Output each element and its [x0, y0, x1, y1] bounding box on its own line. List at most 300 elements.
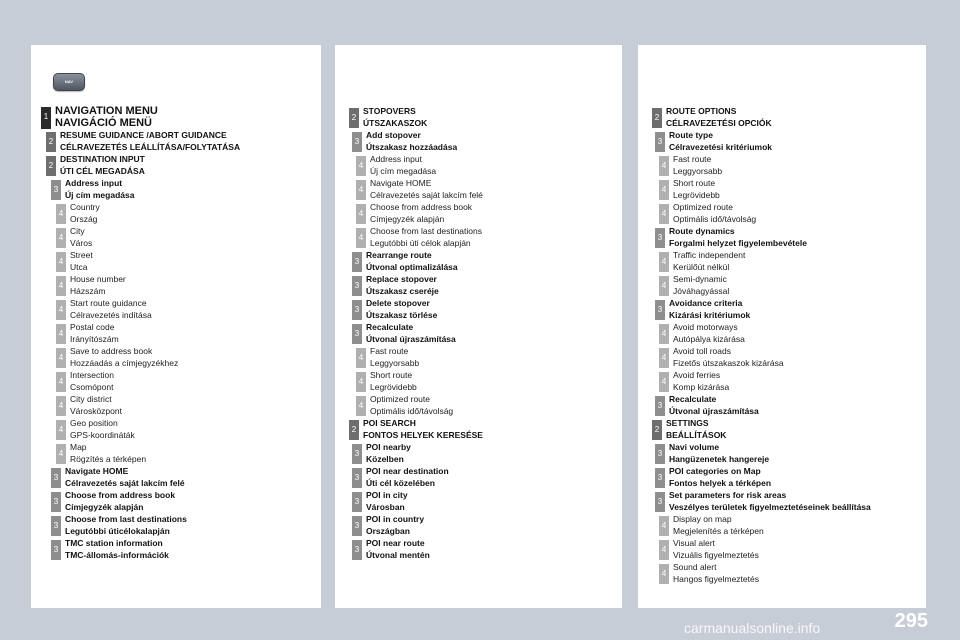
menu-entry-level-3	[352, 273, 622, 297]
menu-column-2	[335, 45, 622, 608]
level-badge: 3	[352, 468, 362, 488]
menu-entry-level-4	[56, 249, 321, 273]
entry-label-en: Avoid motorways	[673, 322, 738, 332]
menu-entry-level-3	[352, 129, 622, 153]
entry-text	[362, 321, 456, 345]
level-badge: 2	[349, 108, 359, 128]
entry-text	[66, 201, 100, 225]
menu-entry-level-4	[56, 321, 321, 345]
menu-entry-level-3	[655, 297, 926, 321]
menu-entry-level-4	[356, 153, 622, 177]
menu-entry-level-3	[51, 177, 321, 201]
level-badge: 4	[56, 348, 66, 368]
entry-label-en: Recalculate	[366, 322, 414, 332]
entry-label-en: Navigate HOME	[65, 466, 129, 476]
entry-text	[662, 105, 772, 129]
entry-label-en: Avoid ferries	[673, 370, 721, 380]
entry-label-en: POI nearby	[366, 442, 411, 452]
entry-label-hu: Hangos figyelmeztetés	[673, 574, 759, 584]
menu-entry-level-4	[56, 201, 321, 225]
entry-text	[362, 441, 411, 465]
entry-text	[669, 513, 764, 537]
menu-entry-level-3	[352, 321, 622, 345]
entry-label-hu: Jóváhagyással	[673, 286, 730, 296]
entry-label-en: Traffic independent	[673, 250, 746, 260]
entry-label-en: POI categories on Map	[669, 466, 761, 476]
entry-label-hu: Városközpont	[70, 406, 122, 416]
entry-label-hu: Közelben	[366, 454, 404, 464]
entry-label-en: Fast route	[370, 346, 409, 356]
nav-button-icon	[53, 73, 85, 91]
entry-label-hu: Útszakasz törlése	[366, 310, 438, 320]
level-badge: 4	[356, 372, 366, 392]
entry-label-en: Street	[70, 250, 93, 260]
entry-label-hu: Fizetős útszakaszok kizárása	[673, 358, 784, 368]
entry-label-hu: Optimális idő/távolság	[673, 214, 757, 224]
menu-entry-level-4	[56, 297, 321, 321]
entry-label-en: Display on map	[673, 514, 732, 524]
entry-label-hu: Városban	[366, 502, 405, 512]
entry-text	[61, 513, 187, 537]
level-badge: 4	[659, 324, 669, 344]
level-badge: 4	[659, 252, 669, 272]
level-badge: 4	[56, 324, 66, 344]
entry-label-hu: Útszakasz cseréje	[366, 286, 439, 296]
entry-label-en: Choose from last destinations	[370, 226, 482, 236]
menu-entry-level-4	[356, 345, 622, 369]
entry-text	[359, 417, 483, 441]
entry-text	[665, 489, 871, 513]
entry-label-hu: Hozzáadás a címjegyzékhez	[70, 358, 179, 368]
entry-text	[66, 345, 178, 369]
entry-text	[61, 177, 134, 201]
entry-label-hu: ÚTSZAKASZOK	[363, 118, 428, 128]
entry-label-en: Avoidance criteria	[669, 298, 743, 308]
entry-label-hu: FONTOS HELYEK KERESÉSE	[363, 430, 483, 440]
entry-label-en: Fast route	[673, 154, 712, 164]
level-badge: 3	[352, 492, 362, 512]
menu-entry-level-4	[356, 225, 622, 249]
menu-entry-level-4	[356, 393, 622, 417]
entry-label-hu: Célravezetés saját lakcím felé	[65, 478, 185, 488]
level-badge: 3	[655, 444, 665, 464]
entry-label-hu: ÚTI CÉL MEGADÁSA	[60, 166, 145, 176]
entry-label-en: Map	[70, 442, 87, 452]
entry-text	[366, 369, 417, 393]
level-badge: 3	[51, 468, 61, 488]
level-badge: 3	[51, 492, 61, 512]
level-badge: 3	[352, 276, 362, 296]
menu-entry-level-4	[56, 273, 321, 297]
entry-text	[669, 537, 759, 561]
entry-label-hu: Országban	[366, 526, 410, 536]
level-badge: 1	[41, 107, 51, 129]
entry-text	[665, 465, 771, 489]
entry-label-en: City	[70, 226, 85, 236]
level-badge: 3	[352, 300, 362, 320]
entry-label-hu: Címjegyzék alapján	[370, 214, 445, 224]
entry-text	[362, 513, 424, 537]
menu-entry-level-4	[659, 177, 926, 201]
entry-label-en: POI SEARCH	[363, 418, 416, 428]
level-badge: 4	[56, 276, 66, 296]
menu-entry-level-3	[51, 537, 321, 561]
entry-label-hu: Csomópont	[70, 382, 114, 392]
entry-label-en: ROUTE OPTIONS	[666, 106, 737, 116]
entry-text	[66, 273, 126, 297]
entry-label-en: Navigate HOME	[370, 178, 432, 188]
entry-text	[662, 417, 726, 441]
entry-label-en: Choose from address book	[370, 202, 473, 212]
entry-label-en: POI near route	[366, 538, 425, 548]
entry-label-en: Visual alert	[673, 538, 715, 548]
entry-label-hu: CÉLRAVEZETÉS LEÁLLÍTÁSA/FOLYTATÁSA	[60, 142, 241, 152]
entry-text	[366, 393, 453, 417]
entry-text	[669, 321, 745, 345]
entry-label-hu: BEÁLLÍTÁSOK	[666, 430, 727, 440]
entry-label-hu: Optimális idő/távolság	[370, 406, 454, 416]
entry-label-en: Optimized route	[370, 394, 430, 404]
menu-entry-level-2	[46, 153, 321, 177]
entry-text	[66, 297, 152, 321]
entry-label-en: Navi volume	[669, 442, 720, 452]
level-badge: 3	[655, 228, 665, 248]
level-badge: 4	[659, 372, 669, 392]
entry-text	[366, 345, 419, 369]
menu-entry-level-3	[655, 129, 926, 153]
menu-entry-level-4	[56, 369, 321, 393]
entry-label-hu: Vizuális figyelmeztetés	[673, 550, 759, 560]
entry-text	[665, 393, 759, 417]
menu-entry-level-4	[56, 225, 321, 249]
level-badge: 4	[659, 276, 669, 296]
menu-entry-level-3	[655, 393, 926, 417]
entry-label-en: Delete stopover	[366, 298, 430, 308]
entry-label-en: Choose from last destinations	[65, 514, 187, 524]
menu-entry-level-3	[352, 513, 622, 537]
entry-label-hu: Veszélyes területek figyelmeztetéseinek beállítása	[669, 502, 871, 512]
entry-text	[362, 129, 457, 153]
menu-entry-level-4	[56, 393, 321, 417]
entry-text	[665, 225, 807, 249]
entry-label-hu: Célravezetés saját lakcím felé	[370, 190, 483, 200]
entry-label-hu: Forgalmi helyzet figyelembevétele	[669, 238, 807, 248]
menu-entry-level-1	[41, 105, 321, 129]
menu-entry-level-4	[659, 561, 926, 585]
entry-text	[665, 441, 769, 465]
entry-label-hu: Célravezetés indítása	[70, 310, 152, 320]
entry-label-en: POI near destination	[366, 466, 449, 476]
entry-text	[362, 297, 437, 321]
menu-entry-level-3	[655, 225, 926, 249]
entry-label-hu: Rögzítés a térképen	[70, 454, 147, 464]
menu-entry-level-4	[356, 369, 622, 393]
menu-entry-level-3	[352, 537, 622, 561]
entry-text	[669, 561, 759, 585]
entry-label-hu: Legutóbbi úti célok alapján	[370, 238, 471, 248]
entry-label-hu: Útvonal újraszámítása	[669, 406, 759, 416]
entry-text	[61, 489, 175, 513]
entry-label-en: Short route	[673, 178, 716, 188]
level-badge: 3	[655, 132, 665, 152]
entry-label-en: Geo position	[70, 418, 118, 428]
entry-text	[362, 249, 458, 273]
menu-entry-level-4	[659, 345, 926, 369]
menu-entry-level-2	[349, 105, 622, 129]
menu-entry-level-4	[56, 417, 321, 441]
level-badge: 4	[56, 252, 66, 272]
entry-text	[669, 273, 729, 297]
entry-label-hu: Utca	[70, 262, 88, 272]
entry-label-en: DESTINATION INPUT	[60, 154, 145, 164]
menu-entry-level-4	[659, 537, 926, 561]
level-badge: 3	[51, 180, 61, 200]
entry-text	[669, 345, 784, 369]
entry-label-hu: Útvonal mentén	[366, 550, 430, 560]
menu-entry-level-4	[659, 273, 926, 297]
menu-entry-level-3	[352, 489, 622, 513]
entry-text	[362, 537, 430, 561]
entry-label-hu: Kerülőút nélkül	[673, 262, 730, 272]
entry-label-hu: CÉLRAVEZETÉSI OPCIÓK	[666, 118, 772, 128]
menu-entry-level-3	[352, 465, 622, 489]
entry-label-hu: Házszám	[70, 286, 106, 296]
level-badge: 3	[352, 516, 362, 536]
nav-icon-label: NAV	[64, 79, 74, 84]
level-badge: 3	[655, 468, 665, 488]
entry-label-en: Short route	[370, 370, 413, 380]
entry-text	[669, 369, 729, 393]
level-badge: 3	[352, 540, 362, 560]
level-badge: 3	[51, 540, 61, 560]
entry-label-hu: Leggyorsabb	[370, 358, 420, 368]
page-number: 295	[894, 610, 928, 632]
level-badge: 3	[655, 492, 665, 512]
level-badge: 2	[349, 420, 359, 440]
level-badge: 4	[659, 204, 669, 224]
entry-label-en: POI in country	[366, 514, 425, 524]
entry-label-hu: GPS-koordináták	[70, 430, 135, 440]
entry-label-hu: Irányítószám	[70, 334, 119, 344]
menu-entry-level-4	[659, 153, 926, 177]
menu-entry-level-3	[655, 465, 926, 489]
menu-entry-level-3	[51, 465, 321, 489]
entry-text	[359, 105, 427, 129]
menu-entry-level-2	[349, 417, 622, 441]
entry-text	[56, 153, 145, 177]
entry-text	[669, 153, 722, 177]
entry-text	[669, 201, 756, 225]
entry-label-hu: Legrövidebb	[673, 190, 720, 200]
level-badge: 4	[659, 564, 669, 584]
entry-label-en: Avoid toll roads	[673, 346, 731, 356]
entry-label-hu: Úti cél közelében	[366, 478, 435, 488]
entry-text	[665, 129, 772, 153]
level-badge: 4	[356, 396, 366, 416]
entry-label-hu: Fontos helyek a térképen	[669, 478, 772, 488]
entry-label-en: STOPOVERS	[363, 106, 416, 116]
entry-text	[61, 537, 169, 561]
entry-label-hu: Leggyorsabb	[673, 166, 723, 176]
menu-entry-level-2	[652, 105, 926, 129]
entry-text	[66, 417, 135, 441]
entry-label-en: Choose from address book	[65, 490, 176, 500]
level-badge: 3	[352, 132, 362, 152]
entry-text	[669, 177, 720, 201]
entry-label-hu: Hangüzenetek hangereje	[669, 454, 770, 464]
entry-label-hu: Komp kizárása	[673, 382, 730, 392]
entry-label-en: TMC station information	[65, 538, 163, 548]
menu-entry-level-4	[659, 513, 926, 537]
level-badge: 2	[652, 108, 662, 128]
entry-label-hu: Útvonal optimalizálása	[366, 262, 458, 272]
level-badge: 4	[356, 180, 366, 200]
level-badge: 3	[655, 300, 665, 320]
entry-text	[66, 441, 146, 465]
level-badge: 4	[56, 372, 66, 392]
menu-entry-level-4	[56, 441, 321, 465]
menu-entry-level-3	[655, 489, 926, 513]
menu-entry-level-4	[659, 201, 926, 225]
entry-text	[56, 129, 240, 153]
entry-text	[366, 225, 482, 249]
entry-label-en: House number	[70, 274, 126, 284]
entry-label-en: Start route guidance	[70, 298, 147, 308]
level-badge: 4	[659, 516, 669, 536]
menu-entry-level-3	[51, 489, 321, 513]
entry-label-en: City district	[70, 394, 112, 404]
level-badge: 4	[659, 156, 669, 176]
entry-text	[66, 225, 92, 249]
entry-label-hu: Város	[70, 238, 93, 248]
level-badge: 4	[356, 228, 366, 248]
level-badge: 4	[356, 204, 366, 224]
level-badge: 3	[51, 516, 61, 536]
entry-label-hu: Megjelenítés a térképen	[673, 526, 764, 536]
entry-label-hu: Legutóbbi úticélokalapján	[65, 526, 170, 536]
entry-label-hu: TMC-állomás-információk	[65, 550, 169, 560]
menu-entry-level-3	[352, 249, 622, 273]
menu-column-3	[638, 45, 926, 608]
entry-text	[366, 201, 472, 225]
entry-label-en: Semi-dynamic	[673, 274, 727, 284]
entry-text	[366, 177, 483, 201]
menu-entry-level-3	[352, 297, 622, 321]
menu-column-1	[31, 45, 321, 608]
entry-text	[51, 105, 158, 129]
entry-label-en: Save to address book	[70, 346, 153, 356]
entry-text	[665, 297, 750, 321]
level-badge: 4	[56, 420, 66, 440]
entry-label-en: POI in city	[366, 490, 408, 500]
menu-entry-level-4	[659, 369, 926, 393]
entry-text	[61, 465, 185, 489]
menu-entry-level-4	[356, 201, 622, 225]
entry-label-hu: Címjegyzék alapján	[65, 502, 144, 512]
entry-label-hu: Ország	[70, 214, 98, 224]
entry-label-en: Route dynamics	[669, 226, 735, 236]
menu-list	[31, 105, 321, 561]
entry-label-en: Route type	[669, 130, 713, 140]
entry-label-en: Intersection	[70, 370, 114, 380]
entry-label-hu: Útszakasz hozzáadása	[366, 142, 458, 152]
level-badge: 4	[56, 228, 66, 248]
level-badge: 4	[356, 348, 366, 368]
entry-label-en: Country	[70, 202, 100, 212]
menu-entry-level-4	[356, 177, 622, 201]
entry-label-hu: Kizárási kritériumok	[669, 310, 751, 320]
menu-entry-level-2	[46, 129, 321, 153]
level-badge: 4	[659, 180, 669, 200]
entry-label-en: Set parameters for risk areas	[669, 490, 787, 500]
level-badge: 3	[352, 444, 362, 464]
entry-text	[366, 153, 436, 177]
level-badge: 4	[56, 396, 66, 416]
menu-entry-level-2	[652, 417, 926, 441]
entry-text	[66, 369, 114, 393]
menu-list	[638, 105, 926, 585]
menu-entry-level-3	[352, 441, 622, 465]
entry-label-en: Sound alert	[673, 562, 717, 572]
level-badge: 3	[655, 396, 665, 416]
level-badge: 4	[56, 444, 66, 464]
menu-entry-level-4	[56, 345, 321, 369]
entry-text	[66, 249, 93, 273]
entry-label-hu: Célravezetési kritériumok	[669, 142, 772, 152]
level-badge: 2	[46, 156, 56, 176]
entry-label-hu: NAVIGÁCIÓ MENÜ	[55, 117, 152, 129]
entry-label-en: SETTINGS	[666, 418, 709, 428]
entry-label-hu: Autópálya kizárása	[673, 334, 745, 344]
entry-label-en: Recalculate	[669, 394, 717, 404]
entry-text	[362, 489, 408, 513]
entry-label-en: NAVIGATION MENU	[55, 105, 158, 117]
menu-list	[335, 105, 622, 561]
level-badge: 4	[659, 348, 669, 368]
entry-label-hu: Új cím megadása	[65, 190, 135, 200]
entry-text	[66, 321, 119, 345]
entry-label-en: Address input	[370, 154, 422, 164]
entry-label-hu: Legrövidebb	[370, 382, 417, 392]
entry-label-en: Address input	[65, 178, 123, 188]
entry-label-en: Rearrange route	[366, 250, 432, 260]
menu-entry-level-4	[659, 321, 926, 345]
entry-label-en: Add stopover	[366, 130, 421, 140]
entry-text	[66, 393, 122, 417]
entry-label-hu: Új cím megadása	[370, 166, 437, 176]
level-badge: 4	[659, 540, 669, 560]
level-badge: 3	[352, 252, 362, 272]
level-badge: 3	[352, 324, 362, 344]
level-badge: 2	[46, 132, 56, 152]
menu-entry-level-4	[659, 249, 926, 273]
entry-text	[669, 249, 745, 273]
menu-entry-level-3	[51, 513, 321, 537]
entry-label-en: RESUME GUIDANCE /ABORT GUIDANCE	[60, 130, 227, 140]
entry-label-en: Postal code	[70, 322, 115, 332]
level-badge: 4	[56, 300, 66, 320]
level-badge: 2	[652, 420, 662, 440]
watermark: carmanualsonline.info	[684, 620, 821, 636]
entry-label-en: Replace stopover	[366, 274, 437, 284]
entry-label-hu: Útvonal újraszámítása	[366, 334, 456, 344]
level-badge: 4	[356, 156, 366, 176]
entry-text	[362, 273, 439, 297]
entry-label-en: Optimized route	[673, 202, 733, 212]
entry-text	[362, 465, 449, 489]
level-badge: 4	[56, 204, 66, 224]
menu-entry-level-3	[655, 441, 926, 465]
